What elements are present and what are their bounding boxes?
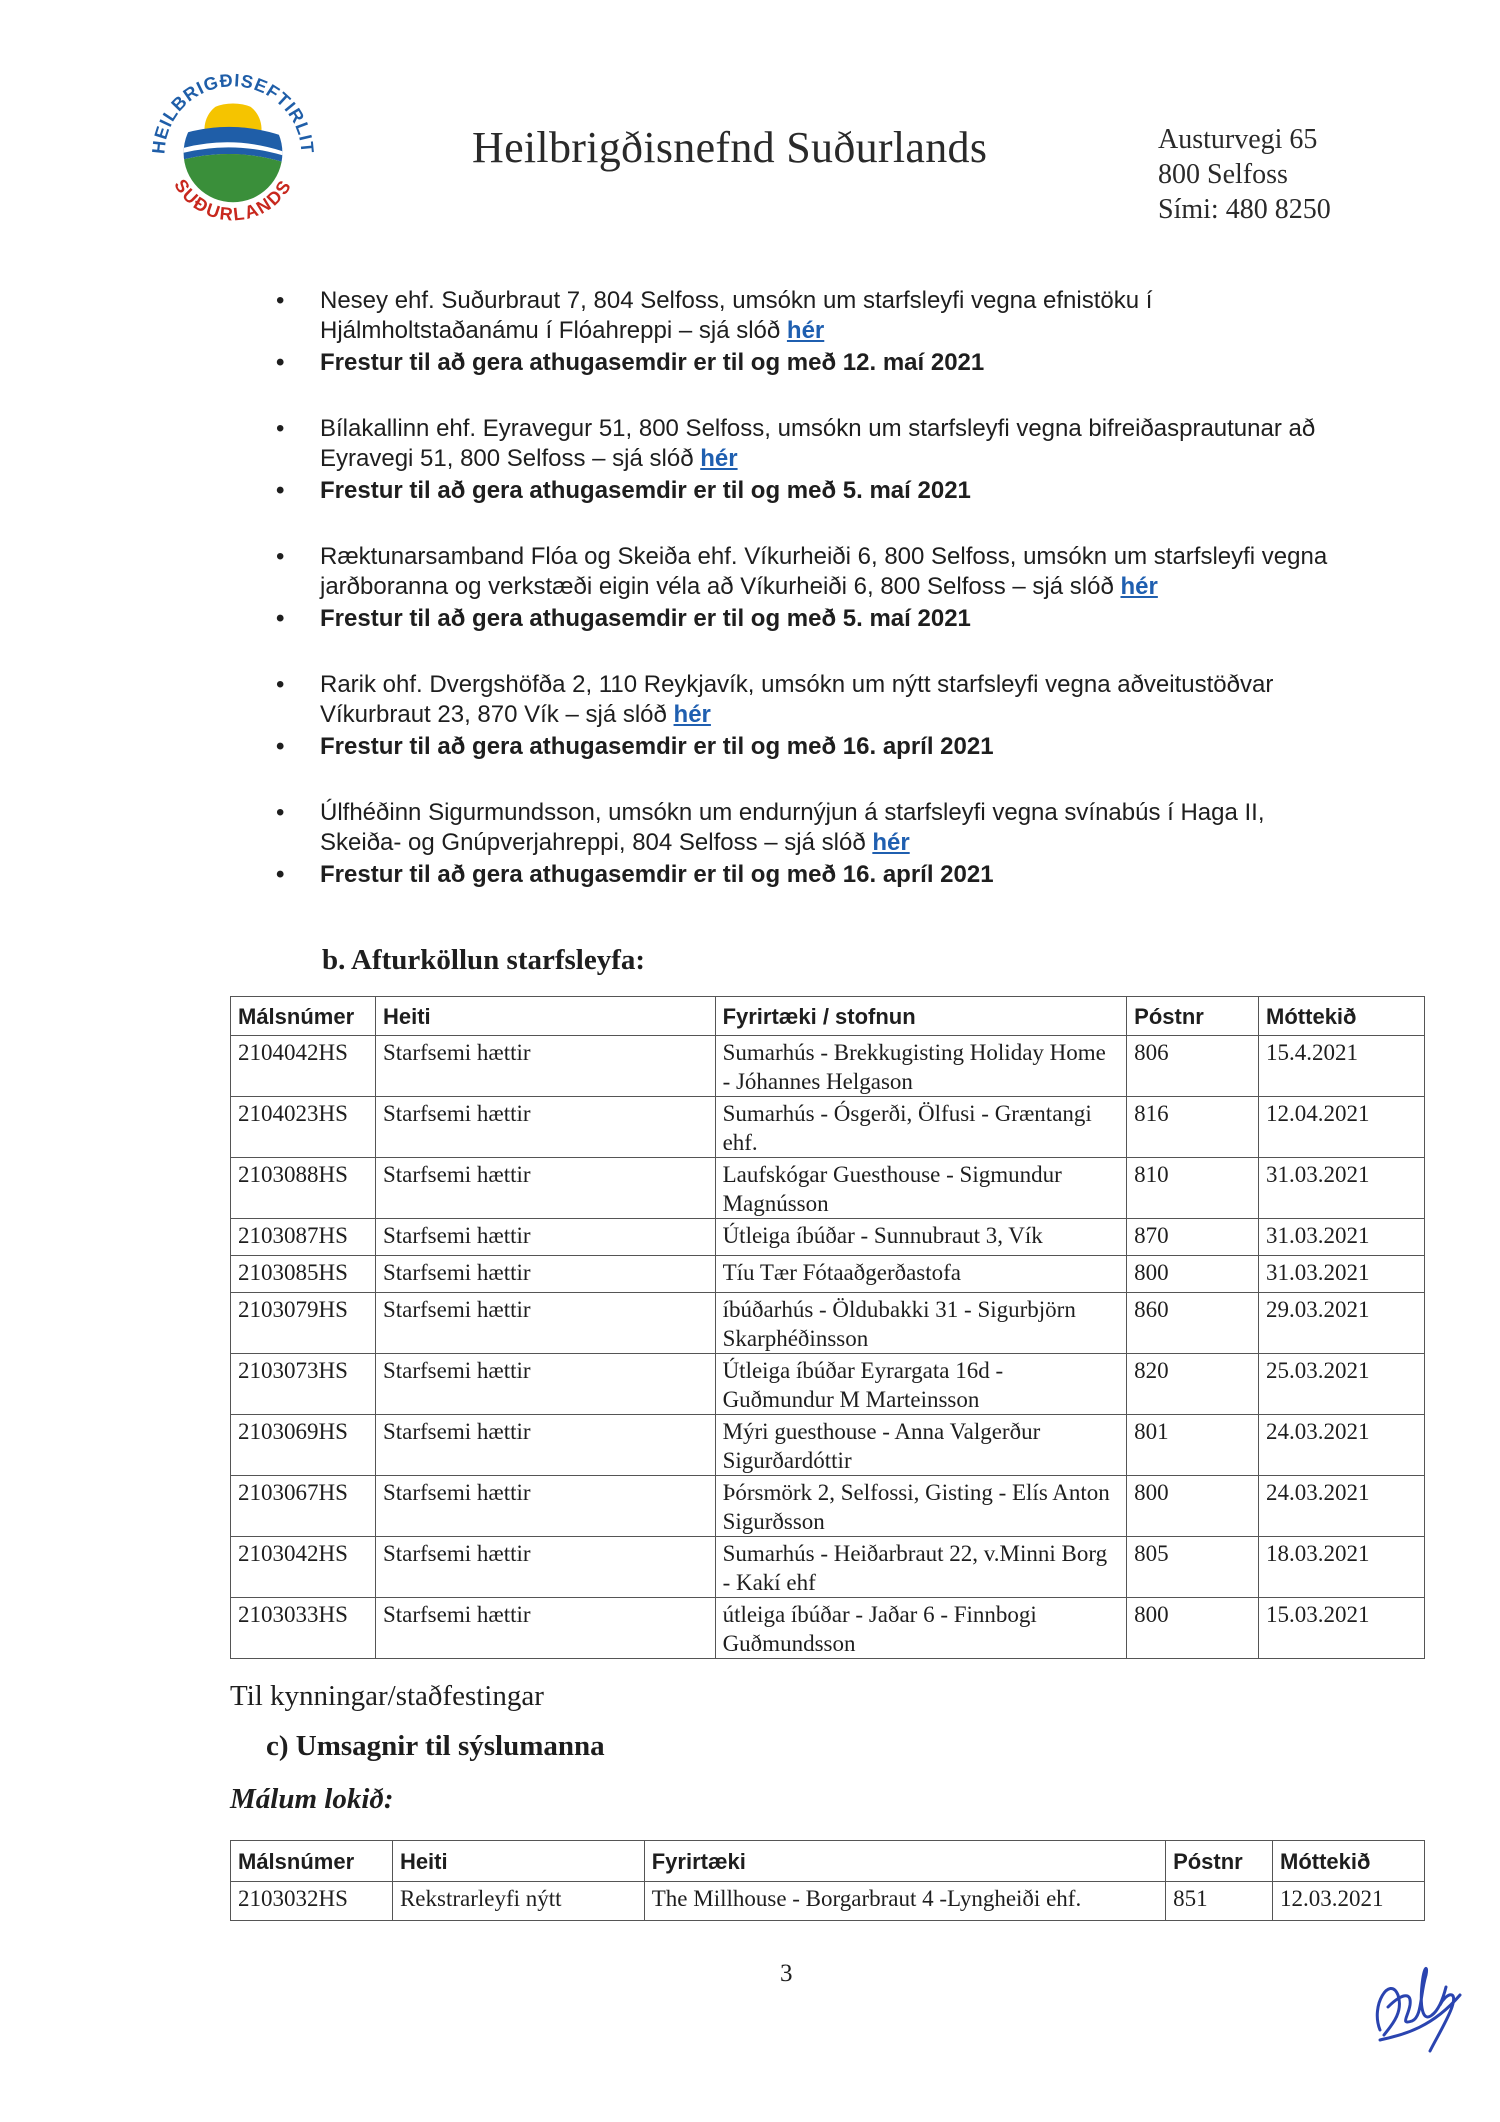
table-row [231,1354,1425,1415]
received-date: 12.04.2021 [1259,1097,1425,1158]
case-number: 2103073HS [231,1354,376,1415]
announcement-link[interactable]: hér [700,445,738,472]
deadline-text: Frestur til að gera athugasemdir er til og með 16. apríl 2021 [320,861,994,888]
case-title: Starfsemi hættir [375,1256,715,1293]
received-date: 15.03.2021 [1259,1598,1425,1659]
bullet-icon: • [276,477,285,504]
case-number: 2103085HS [231,1256,376,1293]
case-title: Rekstrarleyfi nýtt [392,1882,644,1921]
table-row [231,1293,1425,1354]
postcode: 816 [1127,1097,1259,1158]
table-row [231,1256,1425,1293]
company-name: Útleiga íbúðar Eyrargata 16d - Guðmundur M Marteinsson [715,1354,1127,1415]
announcement-item [272,286,1392,378]
column-header: Póstnr [1166,1841,1273,1882]
received-date: 29.03.2021 [1259,1293,1425,1354]
received-date: 31.03.2021 [1259,1158,1425,1219]
company-name: Sumarhús - Brekkugisting Holiday Home - Jóhannes Helgason [715,1036,1127,1097]
deadline-text: Frestur til að gera athugasemdir er til og með 12. maí 2021 [320,349,985,376]
table-row [231,1537,1425,1598]
table-row [231,1097,1425,1158]
case-title: Starfsemi hættir [375,1598,715,1659]
table-header-row [231,997,1425,1036]
announcement-text: jarðboranna og verkstæði eigin véla að Víkurheiði 6, 800 Selfoss – sjá slóð [320,573,1114,600]
case-title: Starfsemi hættir [375,1293,715,1354]
case-title: Starfsemi hættir [375,1036,715,1097]
announcement-text: Víkurbraut 23, 870 Vík – sjá slóð [320,701,667,728]
table-row [231,1158,1425,1219]
case-number: 2103088HS [231,1158,376,1219]
logo-top-text: HEILBRIGÐISEFTIRLIT [148,70,318,155]
phone-number: Sími: 480 8250 [1158,194,1331,225]
handwritten-signature [1360,1935,1470,2055]
section-c-subheading: Málum lokið: [230,1783,394,1815]
column-header: Fyrirtæki / stofnun [715,997,1127,1036]
company-name: útleiga íbúðar - Jaðar 6 - Finnbogi Guðmundsson [715,1598,1127,1659]
bullet-icon: • [276,605,285,632]
bullet-icon: • [276,543,285,570]
column-header: Fyrirtæki [644,1841,1165,1882]
column-header: Heiti [375,997,715,1036]
case-title: Starfsemi hættir [375,1097,715,1158]
case-title: Starfsemi hættir [375,1537,715,1598]
case-number: 2103032HS [231,1882,393,1921]
received-date: 15.4.2021 [1259,1036,1425,1097]
postcode: 860 [1127,1293,1259,1354]
company-name: Þórsmörk 2, Selfossi, Gisting - Elís Anton Sigurðsson [715,1476,1127,1537]
announcement-link[interactable]: hér [673,701,711,728]
deadline-text: Frestur til að gera athugasemdir er til og með 5. maí 2021 [320,605,971,632]
case-number: 2103069HS [231,1415,376,1476]
company-name: The Millhouse - Borgarbraut 4 -Lyngheiði ehf. [644,1882,1165,1921]
postcode: 805 [1127,1537,1259,1598]
table-row [231,1882,1425,1921]
company-name: Laufskógar Guesthouse - Sigmundur Magnússon [715,1158,1127,1219]
column-header: Málsnúmer [231,1841,393,1882]
received-date: 24.03.2021 [1259,1476,1425,1537]
postcode: 800 [1127,1598,1259,1659]
table-row [231,1415,1425,1476]
deadline-text: Frestur til að gera athugasemdir er til og með 16. apríl 2021 [320,733,994,760]
announcement-link[interactable]: hér [1120,573,1158,600]
opinions-table [230,1840,1425,1921]
received-date: 12.03.2021 [1273,1882,1425,1921]
case-number: 2104042HS [231,1036,376,1097]
section-c-heading: c) Umsagnir til sýslumanna [266,1730,605,1762]
received-date: 25.03.2021 [1259,1354,1425,1415]
table-row [231,1036,1425,1097]
company-name: Mýri guesthouse - Anna Valgerður Sigurðardóttir [715,1415,1127,1476]
case-number: 2103087HS [231,1219,376,1256]
deadline-text: Frestur til að gera athugasemdir er til og með 5. maí 2021 [320,477,971,504]
postcode: 851 [1166,1882,1273,1921]
announcement-link[interactable]: hér [786,317,825,344]
column-header: Heiti [392,1841,644,1882]
received-date: 18.03.2021 [1259,1537,1425,1598]
announcement-list [272,286,1392,926]
bullet-icon: • [276,733,285,760]
column-header: Póstnr [1127,997,1259,1036]
postcode: 820 [1127,1354,1259,1415]
postcode: 806 [1127,1036,1259,1097]
section-b-heading: b. Afturköllun starfsleyfa: [322,944,646,976]
case-title: Starfsemi hættir [375,1476,715,1537]
company-name: Tíu Tær Fótaaðgerðastofa [715,1256,1127,1293]
announcement-item [272,414,1392,506]
company-name: íbúðarhús - Öldubakki 31 - Sigurbjörn Skarphéðinsson [715,1293,1127,1354]
announcement-text: Bílakallinn ehf. Eyravegur 51, 800 Selfoss, umsókn um starfsleyfi vegna bifreiðasprautunar að [320,415,1316,442]
contact-address [1158,122,1331,227]
announcement-text: Úlfhéðinn Sigurmundsson, umsókn um endurnýjun á starfsleyfi vegna svínabús í Haga II, [320,799,1265,826]
bullet-icon: • [276,349,285,376]
case-number: 2103079HS [231,1293,376,1354]
announcement-item [272,798,1392,890]
logo-bottom-text: SUÐURLANDS [170,175,296,225]
case-number: 2103033HS [231,1598,376,1659]
revocation-table [230,996,1425,1659]
announcement-text: Ræktunarsamband Flóa og Skeiða ehf. Víkurheiði 6, 800 Selfoss, umsókn um starfsleyfi vegna [320,543,1328,570]
announcement-link[interactable]: hér [872,829,910,856]
case-number: 2103042HS [231,1537,376,1598]
company-name: Sumarhús - Ósgerði, Ölfusi - Græntangi ehf. [715,1097,1127,1158]
address-street: Austurvegi 65 [1158,124,1318,155]
postcode: 810 [1127,1158,1259,1219]
column-header: Málsnúmer [231,997,376,1036]
company-name: Útleiga íbúðar - Sunnubraut 3, Vík [715,1219,1127,1256]
case-title: Starfsemi hættir [375,1415,715,1476]
bullet-icon: • [276,799,285,826]
table-row [231,1219,1425,1256]
column-header: Móttekið [1259,997,1425,1036]
announcement-text: Skeiða- og Gnúpverjahreppi, 804 Selfoss – sjá slóð [320,829,866,856]
case-number: 2103067HS [231,1476,376,1537]
case-title: Starfsemi hættir [375,1219,715,1256]
table-row [231,1476,1425,1537]
column-header: Móttekið [1273,1841,1425,1882]
case-title: Starfsemi hættir [375,1158,715,1219]
announcement-text: Rarik ohf. Dvergshöfða 2, 110 Reykjavík, umsókn um nýtt starfsleyfi vegna aðveitustöðvar [320,671,1274,698]
announcement-item [272,670,1392,762]
logo-emblem [138,55,328,245]
case-number: 2104023HS [231,1097,376,1158]
table-row [231,1598,1425,1659]
postcode: 801 [1127,1415,1259,1476]
bullet-icon: • [276,415,285,442]
postcode: 870 [1127,1219,1259,1256]
confirmation-note: Til kynningar/staðfestingar [230,1680,544,1712]
announcement-item [272,542,1392,634]
company-name: Sumarhús - Heiðarbraut 22, v.Minni Borg - Kakí ehf [715,1537,1127,1598]
table-header-row [231,1841,1425,1882]
announcement-text: Nesey ehf. Suðurbraut 7, 804 Selfoss, umsókn um starfsleyfi vegna efnistöku í [320,287,1153,314]
page-number: 3 [780,1960,793,1987]
postcode: 800 [1127,1256,1259,1293]
postcode: 800 [1127,1476,1259,1537]
organization-name: Heilbrigðisnefnd Suðurlands [472,123,988,172]
announcement-text: Eyravegi 51, 800 Selfoss – sjá slóð [320,445,694,472]
case-title: Starfsemi hættir [375,1354,715,1415]
bullet-icon: • [276,861,285,888]
received-date: 31.03.2021 [1259,1256,1425,1293]
announcement-text: Hjálmholtstaðanámu í Flóahreppi – sjá slóð [320,317,781,344]
received-date: 31.03.2021 [1259,1219,1425,1256]
bullet-icon: • [276,671,285,698]
address-city: 800 Selfoss [1158,159,1288,190]
received-date: 24.03.2021 [1259,1415,1425,1476]
bullet-icon: • [276,287,285,314]
